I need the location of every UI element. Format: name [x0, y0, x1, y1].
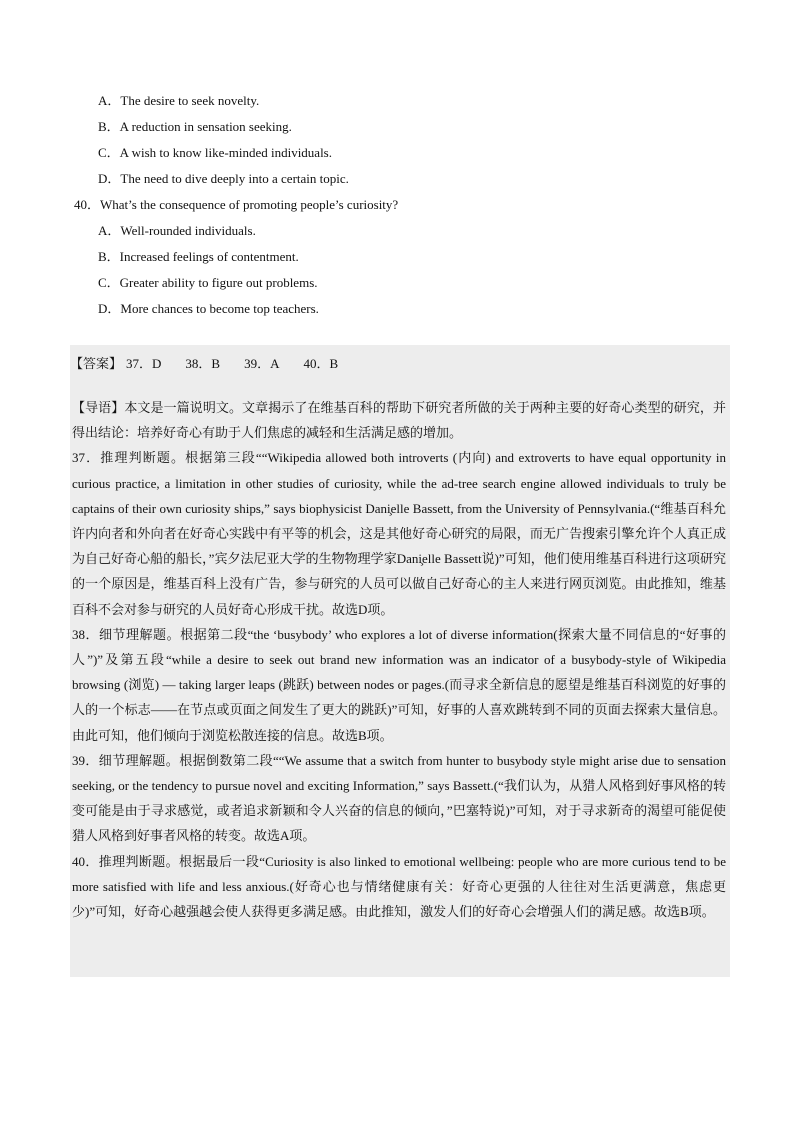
q39-option-d: D．The need to dive deeply into a certain topic. [98, 171, 349, 186]
intro-paragraph: 【导语】本文是一篇说明文。文章揭示了在维基百科的帮助下研究者所做的关于两种主要的好奇心类型的研究，并得出结论：培养好奇心有助于人们焦虑的减轻和生活满足感的增加。 [72, 400, 726, 441]
answer-item-40: 40．B [303, 356, 339, 371]
q40-option-a: A．Well-rounded individuals. [98, 223, 256, 238]
explanation-37: 37．推理判断题。根据第三段““Wikipedia allowed both introverts (内向) and extroverts to have equal opportunity in curious practice, a limitation in other studies of curiosity, while the ad-tree search engine allowed individuals to truly be captains of their own curiosity ships,” says biophysicist Dani̧elle Bassett, from the University of Pennsylvania.(“维基百科允许内向者和外向者在好奇心实践中有平等的机会，这是其他好奇心研究的局限，而无广告搜索引擎允许个人真正成为自己好奇心船的船长，”宾夕法尼亚大学的生物物理学家Dani̧elle Bassett说)”可知，他们使用维基百科进行这项研究的一个原因是，维基百科上没有广告，参与研究的人员可以做自己好奇心的主人来进行网页浏览。由此推知，维基百科不会对参与研究的人员好奇心形成干扰。故选D项。 [72, 450, 726, 617]
q40-stem: 40．What’s the consequence of promoting people’s curiosity? [74, 197, 399, 212]
q40-option-b: B．Increased feelings of contentment. [98, 249, 299, 264]
explanation-39: 39．细节理解题。根据倒数第二段““We assume that a switch from hunter to busybody style might arise due to sensation seeking, or the tendency to pursue novel and exciting Information,” says Bassett.(“我们认为，从猎人风格到好事风格的转变可能是由于寻求感觉，或者追求新颖和令人兴奋的信息的倾向，”巴塞特说)”可知，对于寻求新奇的渴望可能促使猎人风格到好事者风格的转变。故选A项。 [72, 752, 726, 844]
q39-option-b: B．A reduction in sensation seeking. [98, 119, 292, 134]
q39-option-c: C．A wish to know like-minded individuals. [98, 145, 332, 160]
answer-explanation-block [70, 345, 730, 977]
answer-item-37: 37．D [126, 356, 162, 371]
answer-item-39: 39．A [244, 356, 280, 371]
explanation-38: 38．细节理解题。根据第二段“the ‘busybody’ who explores a lot of diverse information(探索大量不同信息的“好事的人”)”及第五段“while a desire to seek out brand new information was an indicator of a busybody-style of Wikipedia browsing (浏览) — taking larger leaps (跳跃) between nodes or pages.(而寻求全新信息的愿望是维基百科浏览的好事的人的一个标志——在节点或页面之间发生了更大的跳跃)”可知，好事的人喜欢跳转到不同的页面去探索大量信息。由此可知，他们倾向于浏览松散连接的信息。故选B项。 [72, 626, 726, 743]
q40-option-c: C．Greater ability to figure out problems. [98, 275, 318, 290]
answer-label: 【答案】 [70, 356, 123, 371]
answer-row [70, 353, 730, 375]
explanation-40: 40．推理判断题。根据最后一段“Curiosity is also linked to emotional wellbeing: people who are more curious tend to be more satisfied with life and less anxious.(好奇心也与情绪健康有关：好奇心更强的人往往对生活更满意，焦虑更少)”可知，好奇心越强越会使人获得更多满足感。由此推知，激发人们的好奇心会增强人们的满足感。故选B项。 [72, 853, 726, 920]
answer-item-38: 38．B [185, 356, 221, 371]
q40-option-d: D．More chances to become top teachers. [98, 301, 319, 316]
explanation-list [70, 395, 728, 924]
q39-option-a: A．The desire to seek novelty. [98, 93, 260, 108]
